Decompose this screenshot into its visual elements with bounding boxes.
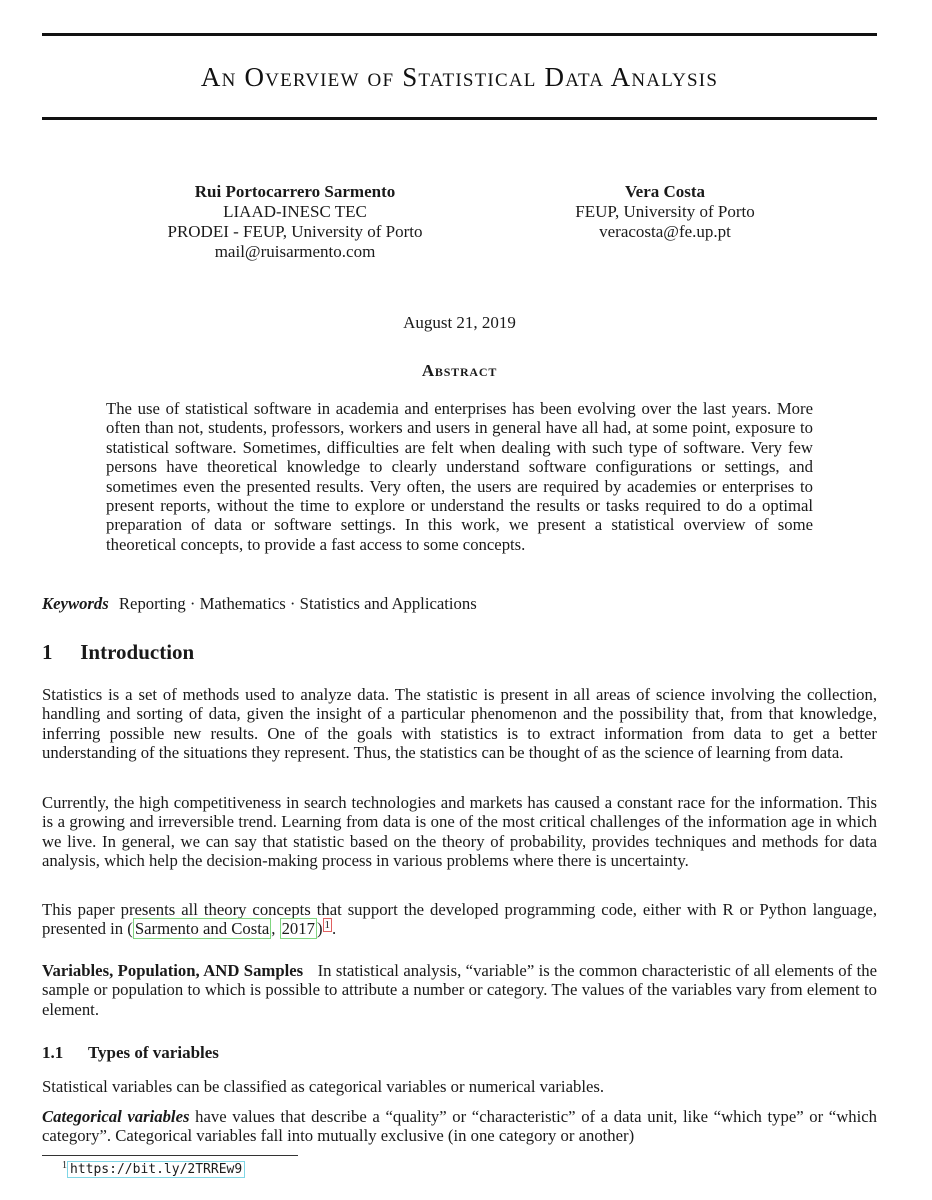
footnote-rule <box>42 1155 298 1156</box>
paragraph-text: In statistical analysis, “variable” is the common characteristic of all elements of the sample or population to which is possible to attribute a number or category. The values of the variables vary from element to element. <box>42 961 877 1019</box>
citation-link-year[interactable]: 2017 <box>281 919 315 939</box>
author-name: Vera Costa <box>624 182 706 201</box>
citation-link-author[interactable]: Sarmento and Costa <box>134 919 270 939</box>
abstract-text: The use of statistical software in academia and enterprises has been evolving over the last years. More often than not, students, professors, workers and users in general have all had, at some point, exposure to statistical software. Sometimes, difficulties are felt when dealing with such type of software. Very few persons have theoretical knowledge to clearly understand software configurations or settings, and sometimes even the presented results. Very often, the users are required by academies or enterprises to present reports, without the time to explore or understand the results or tasks required to do a optimal preparation of data or software settings. In this work, we present a statistical overview of some theoretical concepts, to provide a fast access to some concepts. <box>106 399 813 554</box>
citation-separator: , <box>271 919 280 939</box>
paragraph-heading: Variables, Population, AND Samples <box>42 961 304 980</box>
author-affiliation: FEUP, University of Porto <box>575 202 755 221</box>
footnote <box>62 1160 245 1177</box>
author-affiliation: PRODEI - FEUP, University of Porto <box>167 222 423 241</box>
types-paragraph-2 <box>42 1107 877 1146</box>
section-title: Introduction <box>80 640 195 664</box>
keywords-line <box>42 594 877 614</box>
abstract-heading: Abstract <box>421 361 498 380</box>
paragraph-text: This paper presents all theory concepts that support the developed programming code, either with R or Python language, presented in ( <box>42 900 877 939</box>
citation-close: ) <box>316 919 323 939</box>
paper-title: An Overview of Statistical Data Analysis <box>200 62 719 92</box>
author-email: mail@ruisarmento.com <box>214 242 376 261</box>
author-affiliation: LIAAD-INESC TEC <box>223 202 367 221</box>
section-heading-introduction <box>42 640 194 665</box>
subsection-number: 1.1 <box>42 1043 64 1062</box>
keywords-label: Keywords <box>42 594 109 613</box>
intro-paragraph-3 <box>42 900 877 939</box>
subsection-title: Types of variables <box>87 1043 219 1062</box>
subsection-heading-types-of-variables <box>42 1043 219 1063</box>
title-rule-top <box>42 33 877 36</box>
paragraph-end: . <box>332 919 337 939</box>
paragraph-text: have values that describe a “quality” or “characteristic” of a data unit, like “which type” or “which category”. Categorical variables fall into mutually exclusive (in one category or another) <box>42 1107 877 1146</box>
types-paragraph-1: Statistical variables can be classified as categorical variables or numerical variables. <box>42 1077 605 1096</box>
author-block-1 <box>140 182 450 262</box>
section-number: 1 <box>42 640 53 664</box>
keywords-text: Reporting · Mathematics · Statistics and Applications <box>118 594 477 613</box>
author-block-2 <box>540 182 790 242</box>
term-categorical-variables: Categorical variables <box>42 1107 190 1126</box>
footnote-url-link[interactable]: https://bit.ly/2TRREw9 <box>67 1161 245 1178</box>
title-rule-bottom <box>42 117 877 120</box>
paper-date: August 21, 2019 <box>403 313 516 332</box>
author-email: veracosta@fe.up.pt <box>599 222 731 241</box>
footnote-mark: 1 <box>62 1160 67 1171</box>
footnote-link[interactable]: 1 <box>324 918 331 931</box>
intro-paragraph-1: Statistics is a set of methods used to analyze data. The statistic is present in all areas of science involving the collection, handling and sorting of data, given the insight of a particular phenomenon and the possibility that, from that knowledge, inferring possible new results. One of the goals with statistics is to extract information from data to get a better understanding of the situations they represent. Thus, the statistics can be thought of as the science of learning from data. <box>42 685 877 762</box>
variables-paragraph <box>42 961 877 1019</box>
intro-paragraph-2: Currently, the high competitiveness in search technologies and markets has caused a constant race for the information. This is a growing and irreversible trend. Learning from data is one of the most critical challenges of the information age in which we live. In general, we can say that statistic based on the theory of probability, provides techniques and methods for data analysis, which help the decision-making process in various problems where there is uncertainty. <box>42 793 877 870</box>
author-name: Rui Portocarrero Sarmento <box>194 182 396 201</box>
